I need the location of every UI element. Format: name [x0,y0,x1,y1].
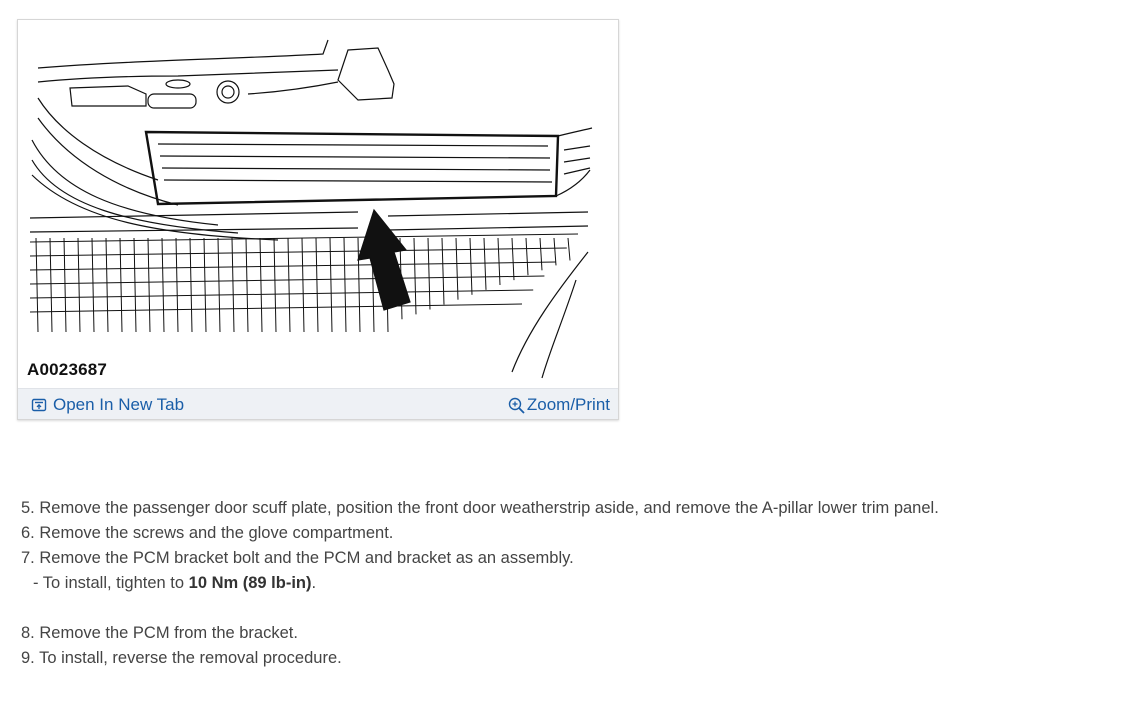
step-number: 7. [21,549,35,567]
figure-id-label: A0023687 [27,360,108,379]
step-8 [21,621,1131,646]
bullet-dash: - [33,574,39,592]
torque-value: 10 Nm (89 lb-in) [188,574,312,592]
step-7 [21,546,1131,571]
step-number: 8. [21,624,35,642]
procedure-steps [21,496,1131,671]
step-text: Remove the passenger door scuff plate, position the front door weatherstrip aside, and remove the A-pillar lower trim panel. [39,499,939,517]
install-note-prefix: To install, tighten to [42,574,185,592]
step-number: 6. [21,524,35,542]
step-text: To install, reverse the removal procedure. [39,649,342,667]
open-in-new-tab-link[interactable] [31,395,184,415]
step-9 [21,646,1131,671]
open-in-new-tab-label: Open In New Tab [53,395,185,414]
install-note-suffix: . [311,574,317,592]
zoom-print-link[interactable] [508,395,610,415]
figure-card [17,19,619,420]
step-6 [21,521,1131,546]
figure-toolbar [18,388,618,419]
zoom-print-label: Zoom/Print [526,395,610,414]
spacer [21,596,1131,621]
step-text: Remove the screws and the glove compartment. [39,524,394,542]
open-new-tab-icon [31,397,47,413]
scuff-plate-illustration [18,20,618,388]
zoom-in-icon [508,397,524,413]
step-7-install-note [21,571,1131,596]
step-number: 9. [21,649,35,667]
step-5 [21,496,1131,521]
step-number: 5. [21,499,35,517]
step-text: Remove the PCM from the bracket. [39,624,298,642]
step-text: Remove the PCM bracket bolt and the PCM and bracket as an assembly. [39,549,574,567]
